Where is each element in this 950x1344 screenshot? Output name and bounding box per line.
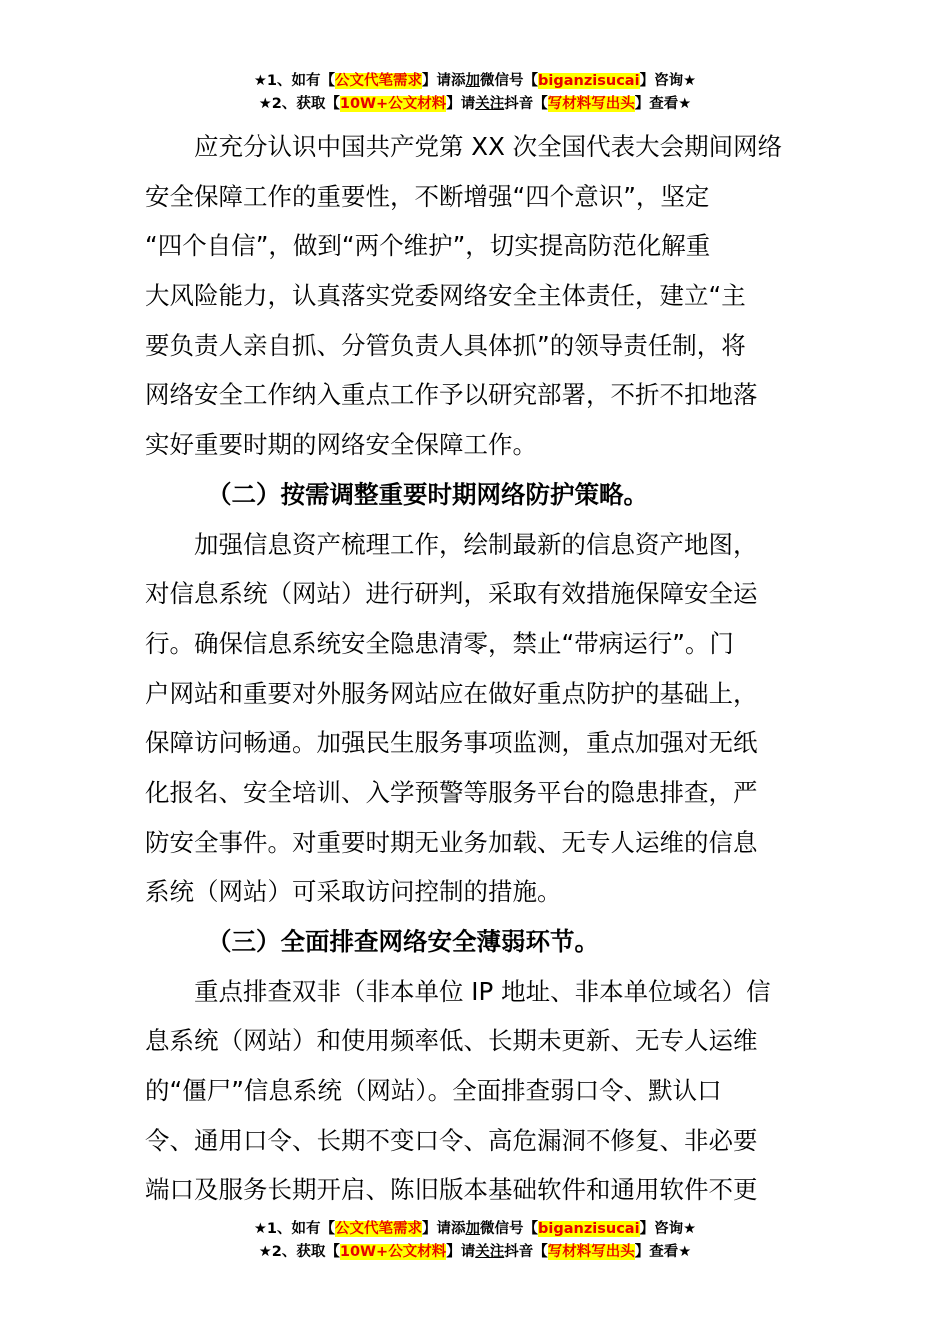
paragraph-line: 重点排查双非（非本单位 IP 地址、非本单位域名）信: [194, 976, 771, 1006]
banner-text: 】查看★: [634, 96, 692, 112]
paragraph-line: 保障访问畅通。加强民生服务事项监测，重点加强对无纸: [145, 728, 758, 758]
banner-highlight: 10W+公文材料: [339, 96, 447, 112]
paragraph-line: 户网站和重要对外服务网站应在做好重点防护的基础上，: [145, 678, 758, 708]
banner-text: ★1、如有【: [253, 1221, 336, 1237]
paragraph-line: 端口及服务长期开启、陈旧版本基础软件和通用软件不更: [145, 1175, 758, 1205]
banner-text: 】咨询★: [639, 1221, 697, 1237]
banner-text: 】请添: [422, 73, 466, 89]
paragraph-line: 大风险能力，认真落实党委网络安全主体责任，建立“主: [145, 281, 746, 311]
paragraph-line: 要负责人亲自抓、分管负责人具体抓”的领导责任制，将: [145, 330, 746, 360]
banner-highlight: 公文代笔需求: [335, 1221, 423, 1237]
paragraph-line: 令、通用口令、长期不变口令、高危漏洞不修复、非必要: [145, 1125, 758, 1155]
paragraph-line: 系统（网站）可采取访问控制的措施。: [145, 877, 562, 907]
banner-line-2: [0, 1241, 950, 1264]
banner-underline: 加: [465, 1221, 481, 1237]
banner-line-1: [0, 1218, 950, 1241]
paragraph-line: 防安全事件。对重要时期无业务加载、无专人运维的信息: [145, 827, 758, 857]
banner-highlight: biganzisucai: [538, 73, 640, 89]
document-body: [145, 122, 805, 1215]
banner-highlight: 写材料写出头: [547, 1244, 635, 1260]
banner-highlight: 10W+公文材料: [339, 1244, 447, 1260]
banner-highlight: biganzisucai: [538, 1221, 640, 1237]
paragraph-line: 化报名、安全培训、入学预警等服务平台的隐患排查，严: [145, 777, 758, 807]
banner-text: 微信号【: [480, 1221, 539, 1237]
banner-line-2: [0, 93, 950, 116]
banner-bottom: [0, 1218, 950, 1264]
paragraph-line: 安全保障工作的重要性，不断增强“四个意识”，坚定: [145, 181, 710, 211]
banner-highlight: 写材料写出头: [547, 96, 635, 112]
banner-text: 】请添: [422, 1221, 466, 1237]
paragraph-line: 行。确保信息系统安全隐患清零，禁止“带病运行”。门: [145, 628, 734, 658]
paragraph-line: 网络安全工作纳入重点工作予以研究部署，不折不扣地落: [145, 380, 758, 410]
banner-underline: 关注: [475, 1244, 505, 1260]
banner-text: 】查看★: [634, 1244, 692, 1260]
banner-underline: 加: [465, 73, 481, 89]
banner-highlight: 公文代笔需求: [335, 73, 423, 89]
paragraph-line: 加强信息资产梳理工作，绘制最新的信息资产地图，: [194, 529, 758, 559]
banner-text: 】咨询★: [639, 73, 697, 89]
banner-text: ★1、如有【: [253, 73, 336, 89]
paragraph-line: 应充分认识中国共产党第 XX 次全国代表大会期间网络: [194, 132, 783, 161]
paragraph-line: 实好重要时期的网络安全保障工作。: [145, 430, 537, 460]
section-heading: （三）全面排查网络安全薄弱环节。: [207, 927, 599, 956]
paragraph-line: 息系统（网站）和使用频率低、长期未更新、无专人运维: [145, 1026, 758, 1056]
banner-text: 抖音【: [504, 96, 548, 112]
banner-text: 微信号【: [480, 73, 539, 89]
banner-text: 】请: [446, 1244, 476, 1260]
section-heading: （二）按需调整重要时期网络防护策略。: [207, 479, 648, 509]
banner-text: ★2、获取【: [258, 1244, 340, 1260]
banner-text: 】请: [446, 96, 476, 112]
paragraph-line: 的“僵尸”信息系统（网站）。全面排查弱口令、默认口: [145, 1076, 722, 1106]
banner-text: ★2、获取【: [258, 96, 340, 112]
banner-underline: 关注: [475, 96, 505, 112]
paragraph-line: “四个自信”，做到“两个维护”，切实提高防范化解重: [145, 231, 711, 261]
paragraph-line: 对信息系统（网站）进行研判，采取有效措施保障安全运: [145, 579, 758, 609]
banner-line-1: [0, 70, 950, 93]
banner-top: [0, 70, 950, 116]
banner-text: 抖音【: [504, 1244, 548, 1260]
